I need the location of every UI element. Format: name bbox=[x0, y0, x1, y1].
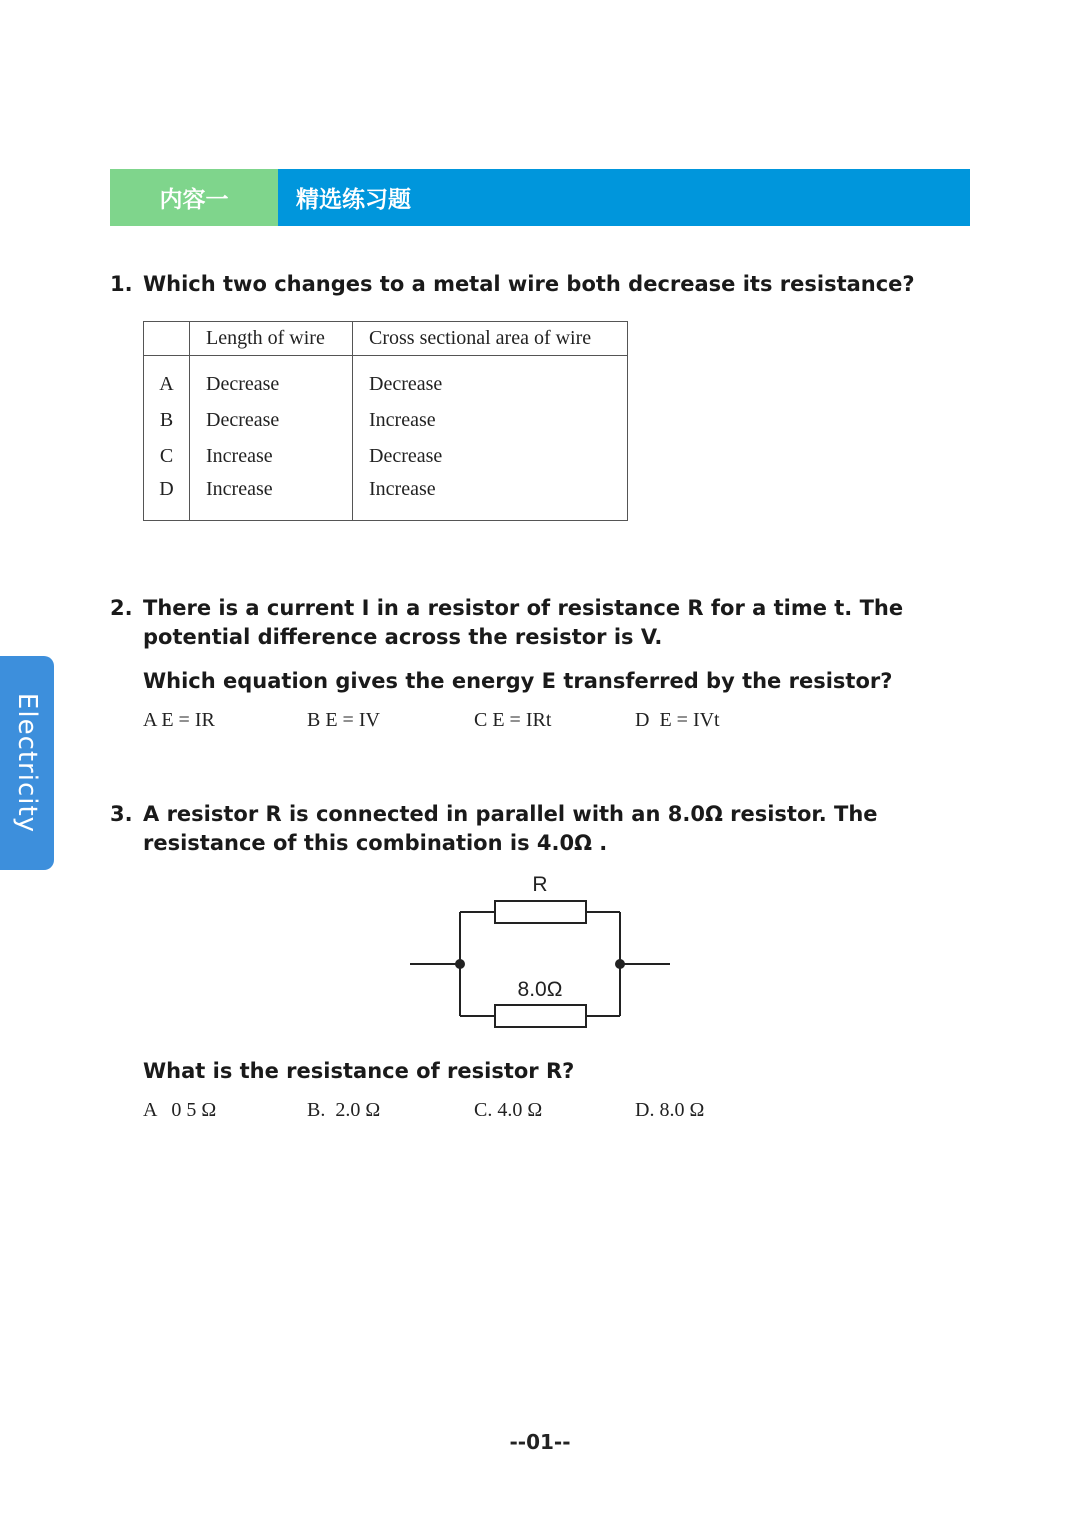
question-text: There is a current I in a resistor of resistance R for a time t. The potential difference across the resistor is V. bbox=[143, 596, 904, 649]
section-title: 精选练习题 bbox=[278, 169, 970, 226]
table-row bbox=[144, 438, 628, 474]
chapter-tab bbox=[0, 656, 54, 870]
option-a: A 0 5 Ω bbox=[143, 1099, 217, 1121]
table-row bbox=[144, 474, 628, 521]
table-header-cell bbox=[144, 322, 190, 356]
parallel-circuit-diagram bbox=[400, 868, 680, 1033]
resistor-8-ohm bbox=[495, 1005, 586, 1027]
page-number: --01-- bbox=[509, 1430, 571, 1454]
question-3 bbox=[110, 800, 943, 858]
answer-options bbox=[143, 709, 843, 735]
table-cell: Increase bbox=[353, 474, 628, 521]
option-b: B E = IV bbox=[307, 709, 380, 731]
table-cell: Decrease bbox=[190, 356, 353, 403]
table-cell: C bbox=[144, 438, 190, 474]
resistance-table bbox=[143, 321, 628, 521]
junction-node bbox=[615, 959, 625, 969]
question-number: 1. bbox=[110, 272, 133, 296]
table-header-cell: Length of wire bbox=[190, 322, 353, 356]
table-cell: A bbox=[144, 356, 190, 403]
resistor-r-label: R bbox=[532, 873, 548, 896]
option-d: D E = IVt bbox=[635, 709, 720, 731]
table-cell: Decrease bbox=[353, 438, 628, 474]
table-cell: Decrease bbox=[190, 402, 353, 438]
section-banner bbox=[110, 169, 970, 226]
junction-node bbox=[455, 959, 465, 969]
resistor-8-ohm-label: 8.0Ω bbox=[517, 978, 563, 1001]
question-text: Which two changes to a metal wire both decrease its resistance? bbox=[143, 272, 915, 296]
option-b: B. 2.0 Ω bbox=[307, 1099, 381, 1121]
table-cell: D bbox=[144, 474, 190, 521]
question-prompt: What is the resistance of resistor R? bbox=[143, 1059, 575, 1083]
table-cell: Increase bbox=[190, 438, 353, 474]
table-row bbox=[144, 402, 628, 438]
option-c: C E = IRt bbox=[474, 709, 552, 731]
table-cell: Increase bbox=[353, 402, 628, 438]
question-prompt: Which equation gives the energy E transferred by the resistor? bbox=[143, 669, 893, 693]
option-a: A E = IR bbox=[143, 709, 215, 731]
chapter-tab-label: Electricity bbox=[12, 692, 42, 834]
table-header-row bbox=[144, 322, 628, 356]
question-1 bbox=[110, 270, 943, 299]
table-row bbox=[144, 356, 628, 403]
section-label: 内容一 bbox=[110, 169, 278, 226]
question-2 bbox=[110, 594, 943, 652]
table-header-cell: Cross sectional area of wire bbox=[353, 322, 628, 356]
resistor-r bbox=[495, 901, 586, 923]
table-cell: Decrease bbox=[353, 356, 628, 403]
option-d: D. 8.0 Ω bbox=[635, 1099, 705, 1121]
table-cell: Increase bbox=[190, 474, 353, 521]
question-text: A resistor R is connected in parallel with an 8.0Ω resistor. The resistance of this combination is 4.0Ω . bbox=[143, 802, 878, 855]
question-number: 3. bbox=[110, 802, 133, 826]
option-c: C. 4.0 Ω bbox=[474, 1099, 543, 1121]
table-cell: B bbox=[144, 402, 190, 438]
question-number: 2. bbox=[110, 596, 133, 620]
answer-options bbox=[143, 1099, 843, 1125]
